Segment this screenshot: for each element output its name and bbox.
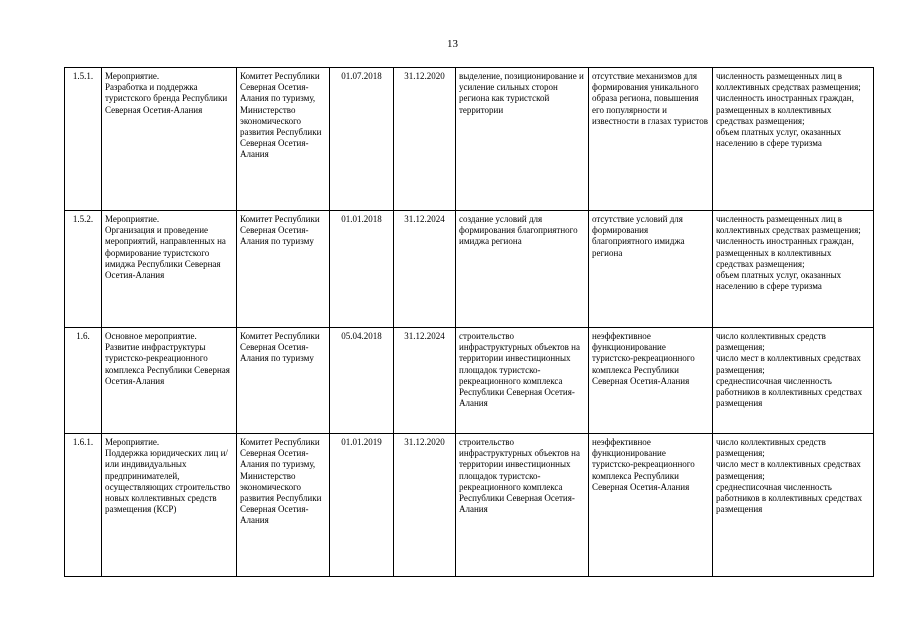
end-date: 31.12.2024 bbox=[394, 211, 456, 328]
activity-name: Мероприятие. Поддержка юридических лиц и/или индивидуальных предпринимателей, осуществляющих строительство новых коллективных средств размещения (КСР) bbox=[102, 434, 237, 577]
activity-name: Мероприятие. Организация и проведение мероприятий, направленных на формирование туристского имиджа Республики Северная Осетия-Алания bbox=[102, 211, 237, 328]
activity-name: Основное мероприятие. Развитие инфраструктуры туристско-рекреационного комплекса Республики Северная Осетия-Алания bbox=[102, 328, 237, 434]
start-date: 05.04.2018 bbox=[330, 328, 394, 434]
responsible-executor: Комитет Республики Северная Осетия-Алания по туризму, Министерство экономического развития Республики Северная Осетия-Алания bbox=[237, 68, 330, 211]
responsible-executor: Комитет Республики Северная Осетия-Алания по туризму, Министерство экономического развития Республики Северная Осетия-Алания bbox=[237, 434, 330, 577]
related-indicators: число коллективных средств размещения; число мест в коллективных средствах размещения; среднесписочная численность работников в коллективных средствах размещения bbox=[713, 328, 874, 434]
non-implementation-consequence: неэффективное функционирование туристско-рекреационного комплекса Республики Северная Осетия-Алания bbox=[589, 434, 713, 577]
start-date: 01.01.2018 bbox=[330, 211, 394, 328]
table-row bbox=[65, 434, 874, 577]
related-indicators: число коллективных средств размещения; число мест в коллективных средствах размещения; среднесписочная численность работников в коллективных средствах размещения bbox=[713, 434, 874, 577]
activity-number: 1.5.2. bbox=[65, 211, 102, 328]
end-date: 31.12.2024 bbox=[394, 328, 456, 434]
end-date: 31.12.2020 bbox=[394, 68, 456, 211]
non-implementation-consequence: неэффективное функционирование туристско-рекреационного комплекса Республики Северная Осетия-Алания bbox=[589, 328, 713, 434]
expected-result: строительство инфраструктурных объектов на территории инвестиционных площадок туристско-рекреационного комплекса Республики Северная Осетия-Алания bbox=[456, 328, 589, 434]
end-date: 31.12.2020 bbox=[394, 434, 456, 577]
page-number: 13 bbox=[447, 38, 458, 50]
related-indicators: численность размещенных лиц в коллективных средствах размещения; численность иностранных граждан, размещенных в коллективных средствах размещения; объем платных услуг, оказанных населению в сфере туризма bbox=[713, 211, 874, 328]
table-row bbox=[65, 68, 874, 211]
non-implementation-consequence: отсутствие механизмов для формирования уникального образа региона, повышения его популярности и известности в глазах туристов bbox=[589, 68, 713, 211]
activity-number: 1.6.1. bbox=[65, 434, 102, 577]
start-date: 01.01.2019 bbox=[330, 434, 394, 577]
non-implementation-consequence: отсутствие условий для формирования благоприятного имиджа региона bbox=[589, 211, 713, 328]
start-date: 01.07.2018 bbox=[330, 68, 394, 211]
expected-result: строительство инфраструктурных объектов на территории инвестиционных площадок туристско-рекреационного комплекса Республики Северная Осетия-Алания bbox=[456, 434, 589, 577]
table-row bbox=[65, 211, 874, 328]
related-indicators: численность размещенных лиц в коллективных средствах размещения; численность иностранных граждан, размещенных в коллективных средствах размещения; объем платных услуг, оказанных населению в сфере туризма bbox=[713, 68, 874, 211]
responsible-executor: Комитет Республики Северная Осетия-Алания по туризму bbox=[237, 211, 330, 328]
activity-number: 1.5.1. bbox=[65, 68, 102, 211]
activity-name: Мероприятие. Разработка и поддержка туристского бренда Республики Северная Осетия-Алания bbox=[102, 68, 237, 211]
responsible-executor: Комитет Республики Северная Осетия-Алания по туризму bbox=[237, 328, 330, 434]
program-activities-table bbox=[64, 67, 874, 577]
expected-result: выделение, позиционирование и усиление сильных сторон региона как туристской территории bbox=[456, 68, 589, 211]
expected-result: создание условий для формирования благоприятного имиджа региона bbox=[456, 211, 589, 328]
activity-number: 1.6. bbox=[65, 328, 102, 434]
table-row bbox=[65, 328, 874, 434]
